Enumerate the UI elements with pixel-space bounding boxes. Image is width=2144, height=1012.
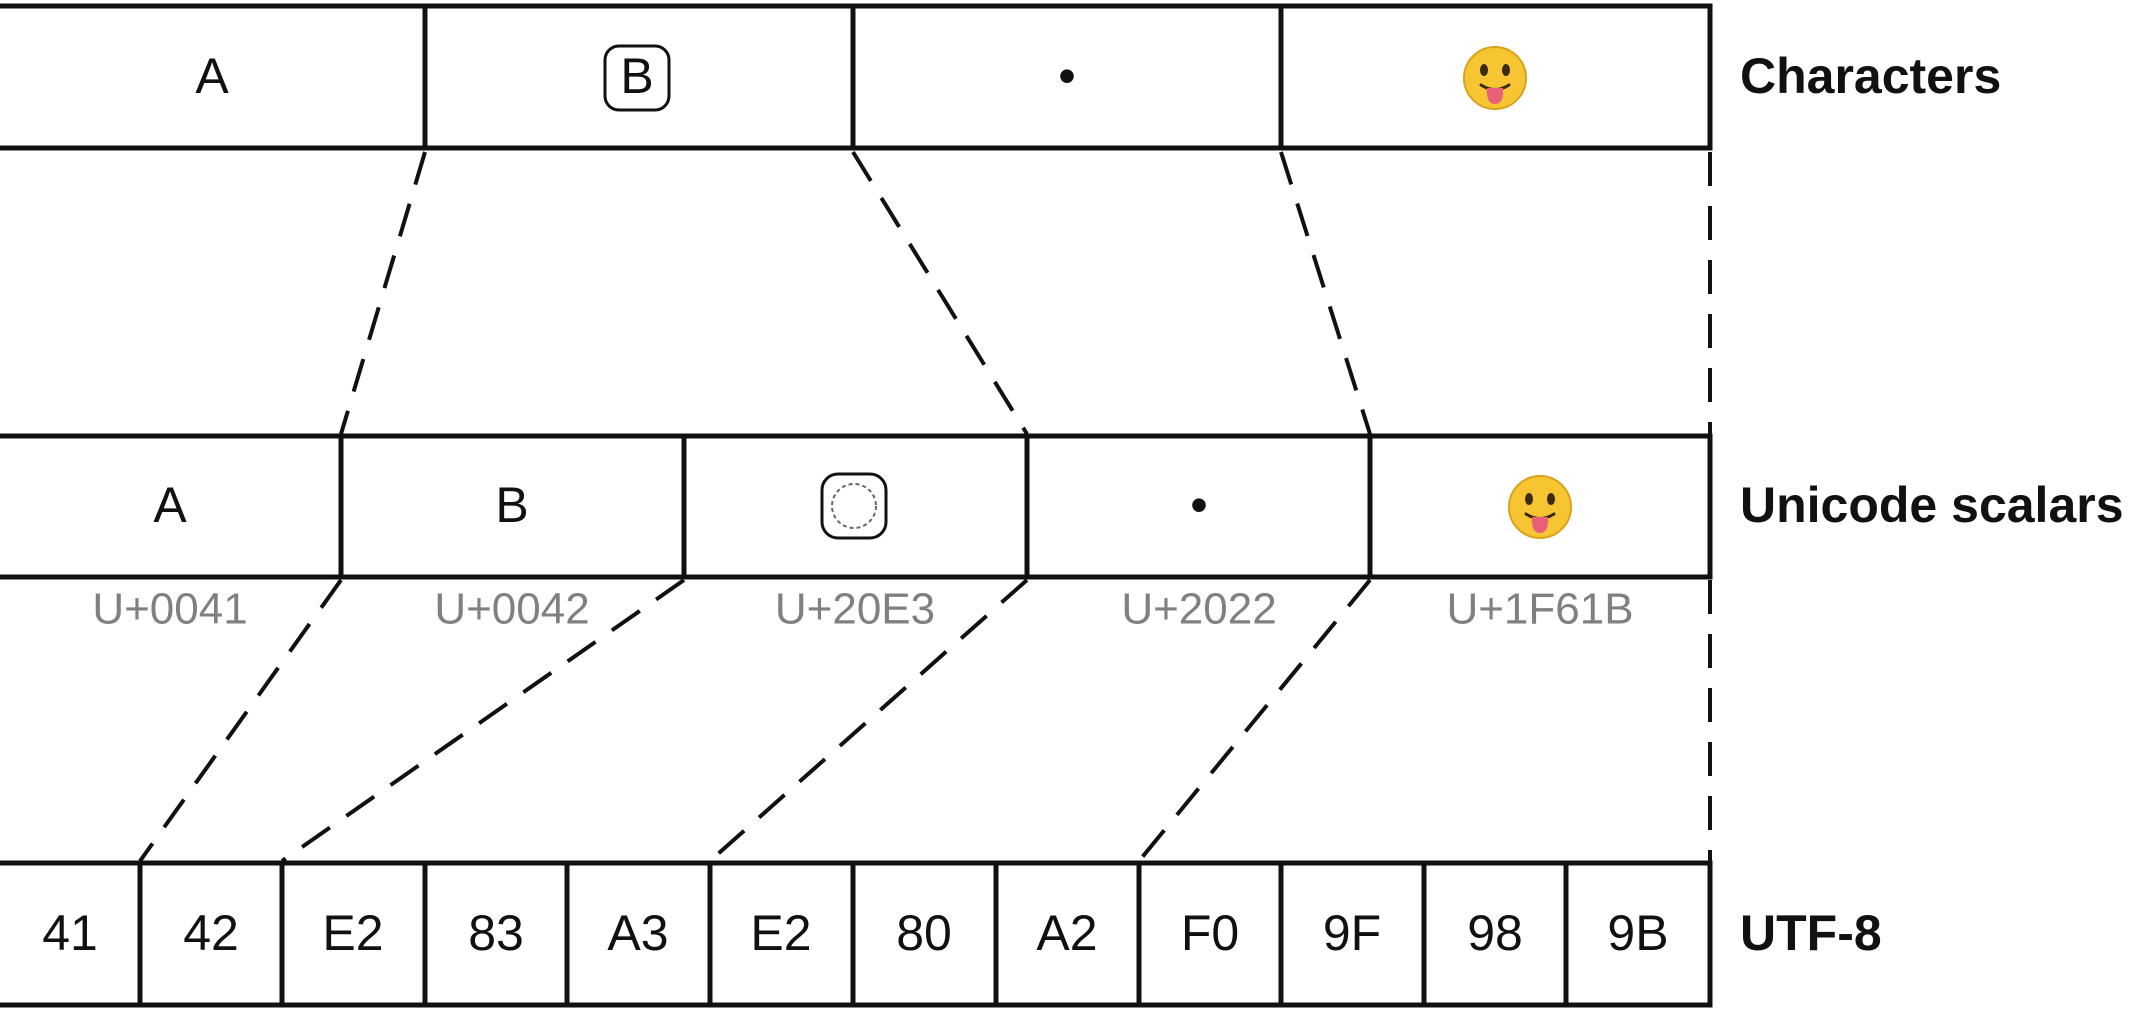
scalar-code-label: U+2022 bbox=[1121, 584, 1277, 634]
row-label-characters: Characters bbox=[1740, 48, 2002, 105]
mapping-line bbox=[341, 152, 425, 434]
scalar-cell: B bbox=[495, 477, 529, 534]
utf8-byte: E2 bbox=[750, 905, 812, 962]
utf8-byte: E2 bbox=[322, 905, 384, 962]
utf8-byte: 9B bbox=[1607, 905, 1669, 962]
utf8-byte: F0 bbox=[1180, 905, 1240, 962]
scalars-row-frame bbox=[0, 436, 1710, 577]
mapping-line bbox=[1281, 152, 1370, 434]
scalar-code-label: U+20E3 bbox=[774, 584, 936, 634]
character-cell: A bbox=[195, 48, 229, 105]
utf8-byte: 42 bbox=[183, 905, 239, 962]
scalar-cell: A bbox=[153, 477, 187, 534]
mapping-line bbox=[853, 152, 1027, 434]
character-cell: B bbox=[620, 48, 654, 105]
scalar-code-label: U+1F61B bbox=[1446, 584, 1634, 634]
utf8-byte: A3 bbox=[607, 905, 669, 962]
row-label-utf8: UTF-8 bbox=[1740, 905, 1882, 962]
character-cell: • bbox=[1058, 48, 1076, 105]
utf8-byte: 98 bbox=[1467, 905, 1523, 962]
utf8-byte: 83 bbox=[468, 905, 524, 962]
utf8-byte: 41 bbox=[42, 905, 98, 962]
utf8-byte: 9F bbox=[1322, 905, 1382, 962]
tongue-out-face-emoji-icon bbox=[1509, 476, 1571, 538]
utf8-byte: 80 bbox=[896, 905, 952, 962]
scalar-code-label: U+0041 bbox=[92, 584, 248, 634]
tongue-out-face-emoji-icon bbox=[1464, 47, 1526, 109]
scalar-code-label: U+0042 bbox=[434, 584, 590, 634]
scalar-cell: • bbox=[1190, 477, 1208, 534]
row-label-scalars: Unicode scalars bbox=[1740, 477, 2124, 534]
utf8-byte: A2 bbox=[1036, 905, 1098, 962]
combining-keycap-icon bbox=[822, 474, 886, 538]
